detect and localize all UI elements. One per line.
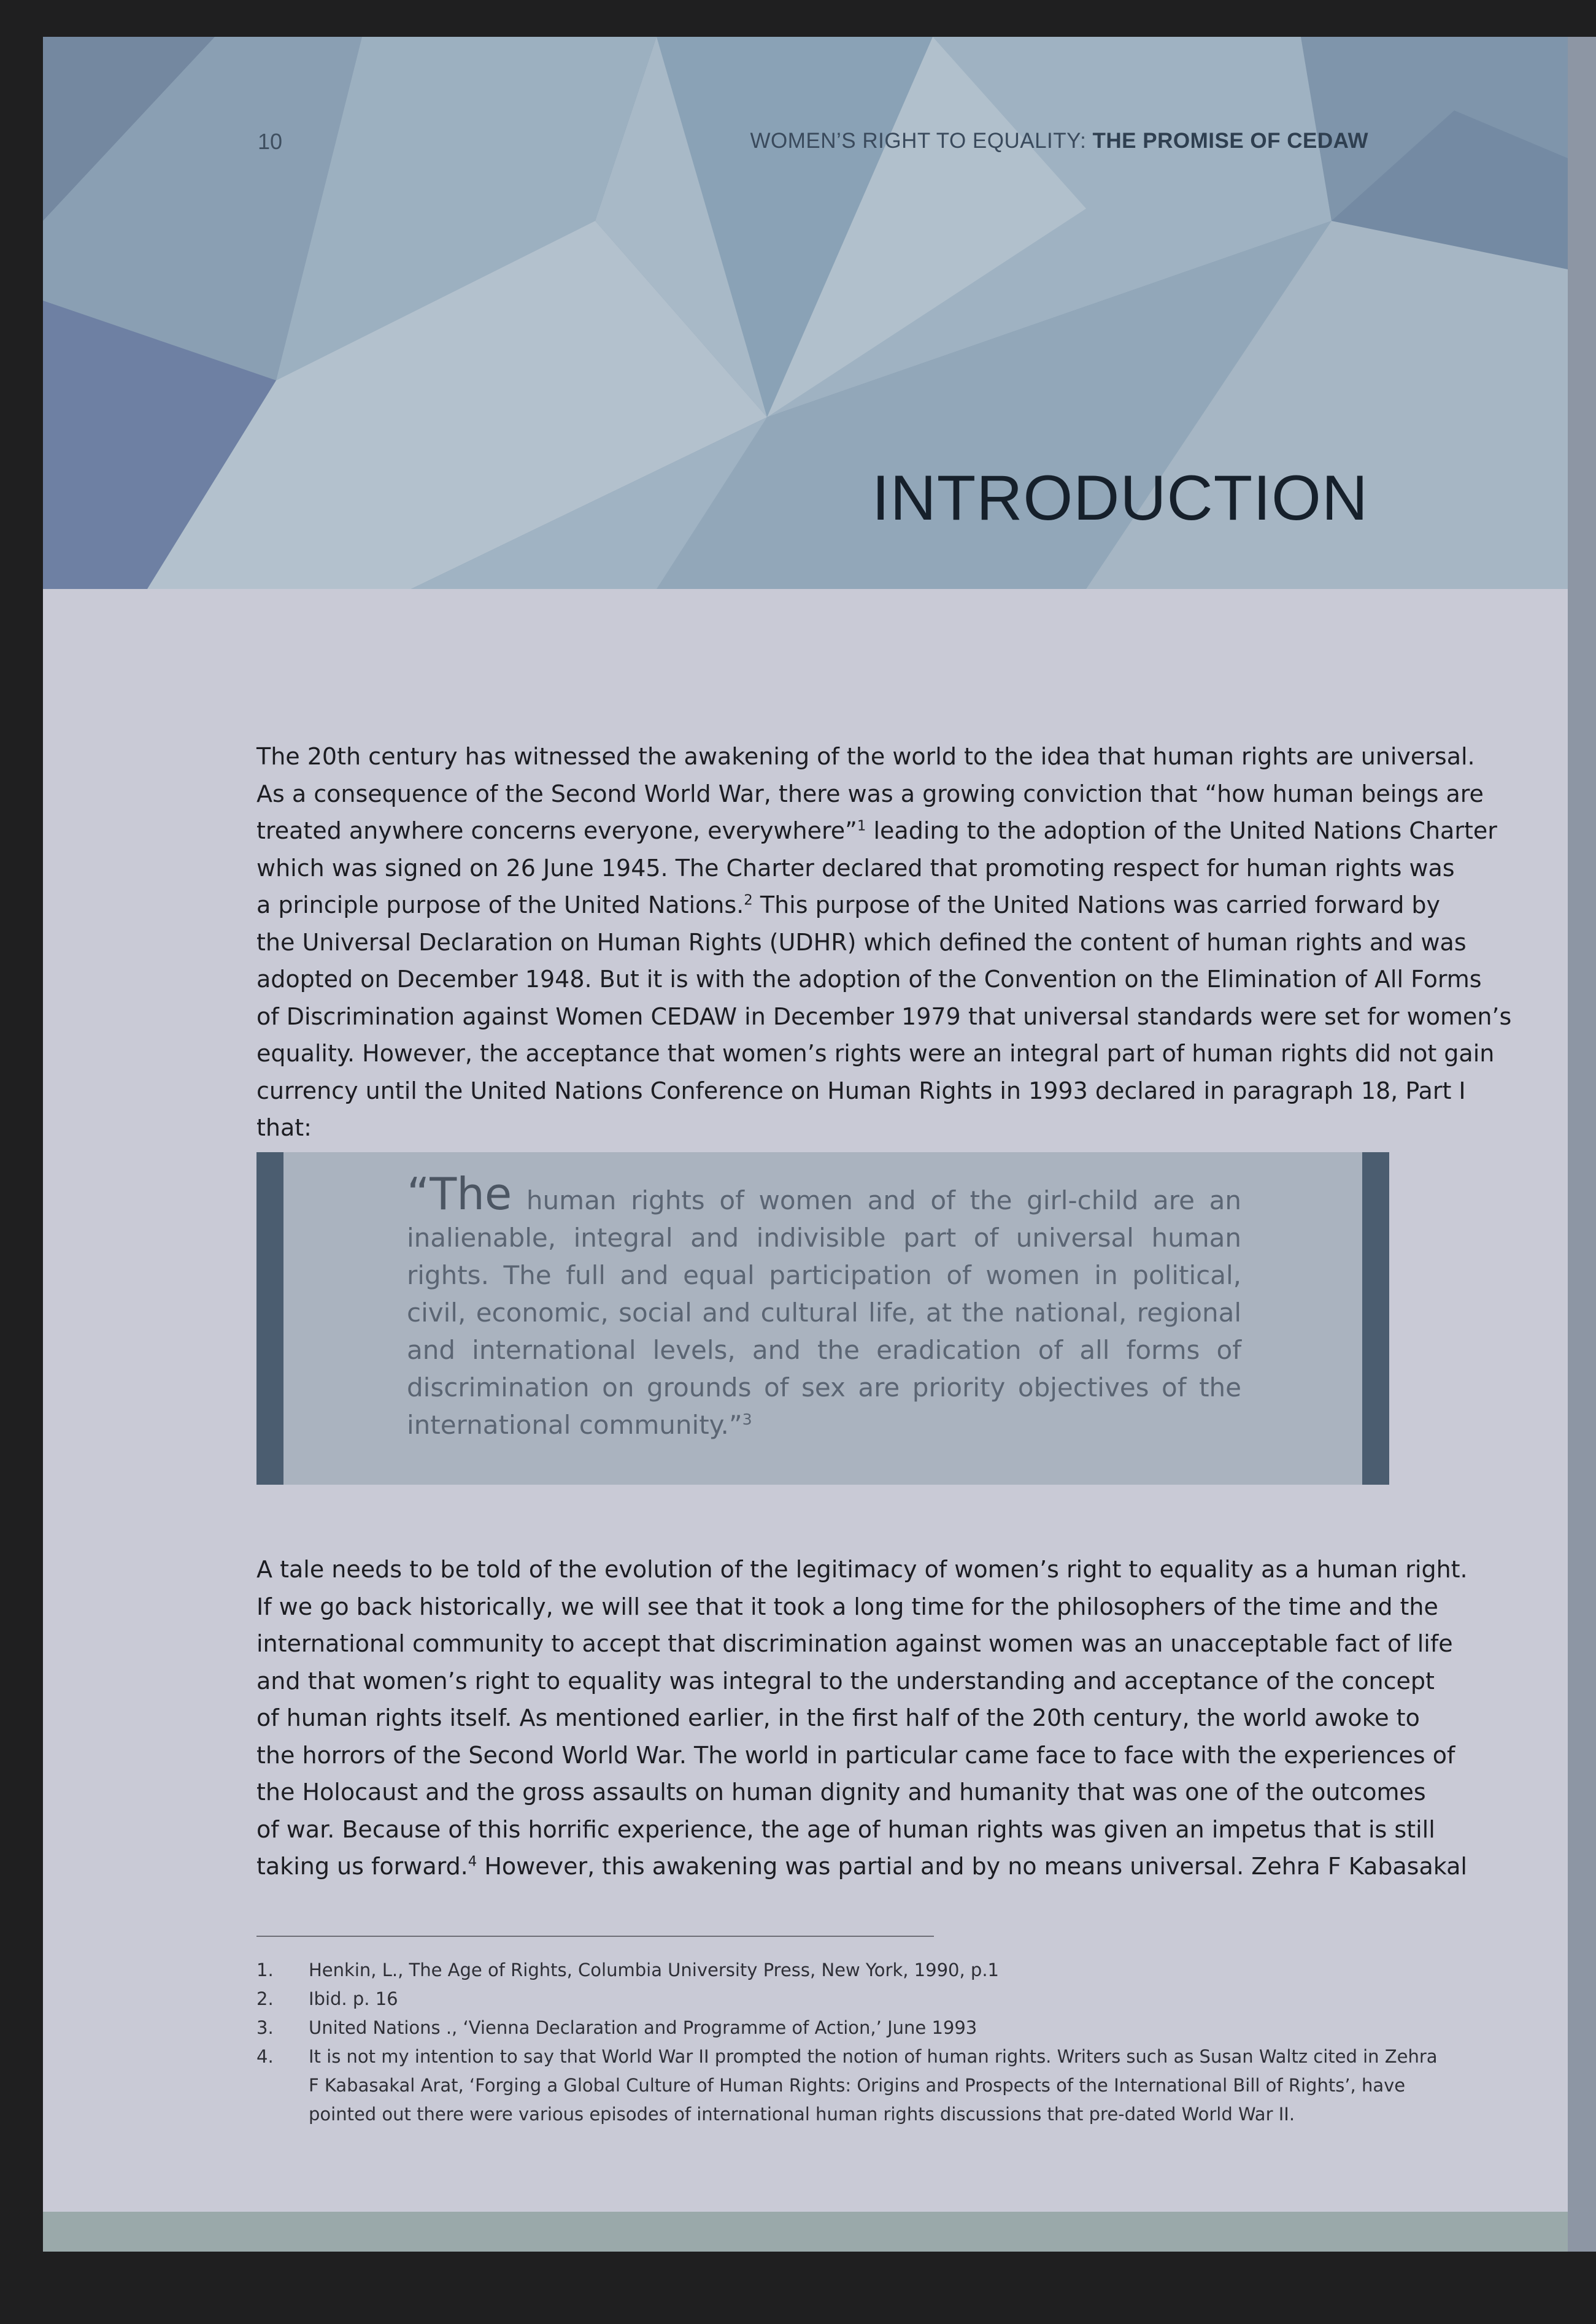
quote-opening-word: “The [407,1168,512,1220]
footnote-divider [256,1936,934,1937]
paragraph-text: treated anywhere concerns everyone, everywhere” [256,817,857,844]
intro-paragraph-1 [256,738,1512,1147]
footnote-item [256,2042,1438,2129]
bottom-color-strip [43,2212,1571,2252]
quote-bar-right [1362,1152,1389,1485]
paragraph-text: This purpose of the United Nations was carried forward by [752,891,1441,918]
footnote-text: Ibid. p. 16 [309,1988,398,2009]
footnote-number: 1. [256,1960,274,1980]
paragraph-line: the horrors of the Second World War. The world in particular came face to face with the experiences of [256,1741,1455,1769]
footnote-ref: 4 [468,1853,477,1870]
footnote-text: It is not my intention to say that World War II prompted the notion of human rights. Writers such as Susan Waltz cited in Zehra [309,2046,1438,2067]
quote-text-span: human rights of women and of the girl-child are an [512,1185,1241,1215]
paragraph-line: international community to accept that discrimination against women was an unacceptable fact of life [256,1630,1453,1657]
paragraph-line: the Holocaust and the gross assaults on human dignity and humanity that was one of the outcomes [256,1779,1426,1806]
paragraph-line: equality. However, the acceptance that women’s rights were an integral part of human rights did not gain [256,1040,1495,1067]
paragraph-line: and that women’s right to equality was integral to the understanding and acceptance of the concept [256,1667,1435,1695]
quote-line: discrimination on grounds of sex are priority objectives of the [407,1372,1241,1402]
quote-bar-left [256,1152,283,1485]
quote-text [407,1168,1241,1444]
footnote-text: United Nations ., ‘Vienna Declaration and Programme of Action,’ June 1993 [309,2017,977,2038]
paragraph-line [256,1848,1467,1885]
paragraph-line: A tale needs to be told of the evolution of the legitimacy of women’s right to equality as a human right. [256,1556,1468,1583]
running-head-bold: THE PROMISE OF CEDAW [1092,129,1368,153]
running-head-regular: WOMEN’S RIGHT TO EQUALITY: [750,129,1093,153]
paragraph-line: of human rights itself. As mentioned earlier, in the first half of the 20th century, the world awoke to [256,1704,1420,1731]
running-head [750,129,1368,153]
paragraph-line: The 20th century has witnessed the awakening of the world to the idea that human rights are universal. [256,743,1475,770]
footnote-number: 3. [256,2017,274,2038]
paragraph-line: As a consequence of the Second World War, there was a growing conviction that “how human beings are [256,780,1484,807]
paragraph-line: currency until the United Nations Conference on Human Rights in 1993 declared in paragraph 18, Part I [256,1077,1466,1104]
next-page-edge [1568,37,1596,2252]
paragraph-line [256,887,1441,924]
paragraph-text: However, this awakening was partial and by no means universal. Zehra F Kabasakal [477,1853,1467,1880]
paragraph-text: a principle purpose of the United Nations. [256,891,744,918]
footnote-item [256,1985,1389,2014]
footnote-text: Henkin, L., The Age of Rights, Columbia University Press, New York, 1990, p.1 [309,1960,999,1980]
quote-line: civil, economic, social and cultural life, at the national, regional [407,1298,1241,1328]
block-quote [256,1152,1389,1485]
footnote-number: 2. [256,1988,274,2009]
intro-paragraph-2 [256,1551,1468,1885]
paragraph-line: that: [256,1114,312,1141]
footnote-number: 4. [256,2046,274,2067]
footnote-item [256,1956,1389,1985]
footnote-ref: 3 [742,1410,752,1428]
chapter-title: INTRODUCTION [871,463,1368,534]
paragraph-text: leading to the adoption of the United Nations Charter [866,817,1497,844]
footnotes [256,1956,1438,2129]
quote-line [407,1168,1241,1220]
book-page [43,37,1571,2252]
page-number: 10 [258,129,283,154]
quote-line [407,1406,1241,1444]
footnote-text: pointed out there were various episodes of international human rights discussions that pre-dated World War II. [309,2104,1295,2125]
footnote-item [256,2014,1389,2042]
paragraph-line: If we go back historically, we will see that it took a long time for the philosophers of the time and the [256,1593,1438,1620]
paragraph-line: adopted on December 1948. But it is with the adoption of the Convention on the Elimination of All Forms [256,966,1482,993]
paragraph-line [256,812,1497,850]
footnote-ref: 2 [744,892,753,909]
paragraph-line: of Discrimination against Women CEDAW in December 1979 that universal standards were set for women’s [256,1002,1512,1030]
footnote-text: F Kabasakal Arat, ‘Forging a Global Culture of Human Rights: Origins and Prospects of the International Bill of Rights’, have [309,2075,1406,2096]
paragraph-line: which was signed on 26 June 1945. The Charter declared that promoting respect for human rights was [256,854,1455,882]
quote-line: and international levels, and the eradication of all forms of [407,1335,1241,1365]
quote-line: inalienable, integral and indivisible part of universal human [407,1223,1241,1253]
paragraph-line: the Universal Declaration on Human Rights (UDHR) which defined the content of human rights and was [256,928,1467,956]
header-banner [43,37,1571,589]
paragraph-text: taking us forward. [256,1853,468,1880]
quote-text-span: international community.” [407,1410,742,1440]
paragraph-line: of war. Because of this horrific experience, the age of human rights was given an impetus that is still [256,1815,1435,1843]
footnote-ref: 1 [857,818,866,834]
quote-line: rights. The full and equal participation of women in political, [407,1260,1241,1290]
